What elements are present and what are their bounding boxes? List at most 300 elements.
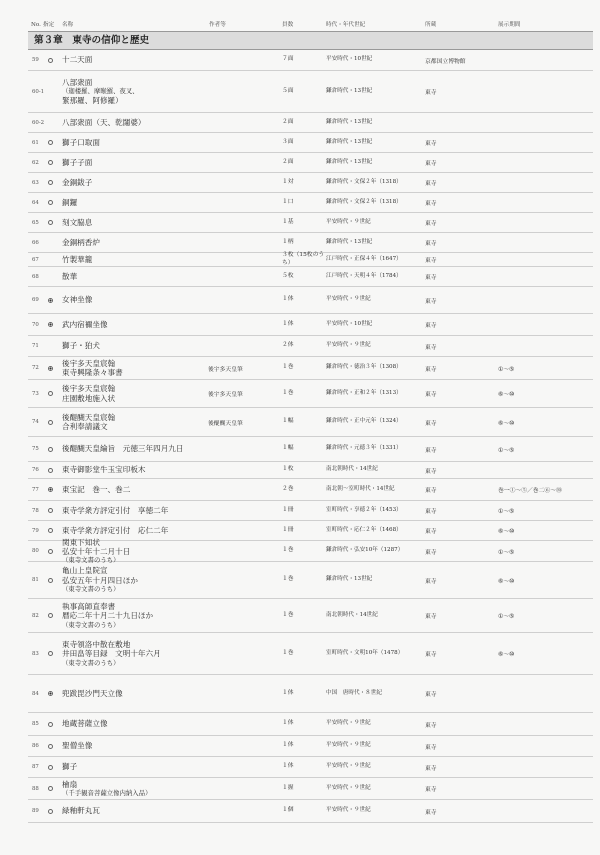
item-period: 南北朝時代・14世紀: [326, 611, 378, 618]
national-treasure-mark-icon: [48, 366, 53, 371]
item-author: [208, 50, 278, 70]
item-owner: 東寺: [425, 221, 437, 227]
item-quantity: ３枚（15枚のうち）: [282, 252, 325, 266]
designation-cell: [46, 267, 54, 286]
table-row: [28, 713, 593, 736]
item-title-line: 庄園敷地施入状: [62, 393, 116, 403]
important-property-mark-icon: [48, 58, 53, 63]
item-number: 63: [32, 179, 39, 186]
important-property-mark-icon: [48, 613, 53, 618]
item-author: [208, 599, 278, 632]
item-title-line: 東寺領洛中散在敷地: [62, 639, 131, 649]
item-owner: 東寺: [425, 509, 437, 515]
table-row: [28, 173, 593, 193]
designation-cell: [46, 193, 54, 212]
item-title-line: 竹製華籠: [62, 254, 93, 264]
item-owner: 東寺: [425, 161, 437, 167]
item-number: 59: [32, 57, 39, 63]
item-title-line: 金銅柄香炉: [62, 237, 100, 247]
item-title: [62, 267, 232, 286]
table-row: [28, 233, 593, 253]
item-title-line: 東寺学衆方評定引付 享徳二年: [62, 505, 169, 515]
important-property-mark-icon: [48, 140, 53, 145]
item-quantity: １対: [282, 178, 294, 185]
item-quantity: １個: [282, 807, 294, 814]
item-period: 平安時代・10世紀: [326, 56, 373, 63]
table-row: [28, 193, 593, 213]
table-row: [28, 800, 593, 823]
item-title-line: 弘安十年十二月十日: [62, 546, 131, 556]
important-property-mark-icon: [48, 528, 53, 533]
item-author: [208, 675, 278, 712]
item-exhibit-period: [498, 800, 593, 822]
item-exhibit-period: [498, 173, 593, 192]
header-title: 名称: [62, 22, 74, 28]
table-row: [28, 736, 593, 757]
item-title-line: 散華: [62, 271, 78, 281]
item-exhibit-period: [498, 133, 593, 152]
item-period: 鎌倉時代・正中元年（1324）: [326, 418, 402, 425]
item-quantity: １巻: [282, 576, 294, 583]
item-title: [62, 133, 232, 152]
item-number: 89: [32, 808, 39, 814]
item-author: [208, 757, 278, 777]
item-number: 68: [32, 273, 39, 280]
important-property-mark-icon: [48, 744, 53, 749]
item-number: 73: [32, 390, 39, 397]
designation-cell: [46, 462, 54, 478]
item-quantity: １体: [282, 296, 294, 303]
item-title-line: 金銅鈸子: [62, 177, 93, 187]
item-exhibit-period: [498, 757, 593, 777]
item-title: [62, 153, 232, 172]
important-property-mark-icon: [48, 200, 53, 205]
designation-cell: [46, 213, 54, 232]
item-title-line: 執事高師直奉書: [62, 601, 116, 611]
item-period: 平安時代・９世紀: [326, 807, 371, 814]
item-period: 江戸時代・天明４年（1784）: [326, 272, 402, 279]
item-title: [62, 193, 232, 212]
national-treasure-mark-icon: [48, 298, 53, 303]
item-number: 75: [32, 446, 39, 452]
item-number: 85: [32, 721, 39, 727]
item-title-line: 後宇多天皇宸翰: [62, 384, 116, 394]
item-period: 鎌倉時代・文保２年（1318）: [326, 198, 402, 205]
important-property-mark-icon: [48, 809, 53, 814]
item-title: [62, 408, 232, 436]
item-quantity: １幅: [282, 418, 294, 425]
item-title-line: 地蔵菩薩立像: [62, 719, 108, 729]
item-owner: 東寺: [425, 529, 437, 535]
table-row: [28, 599, 593, 633]
header-exhibit: 展示期間: [498, 22, 521, 28]
item-title-line: 後宇多天皇宸翰: [62, 358, 116, 368]
table-row: [28, 113, 593, 133]
item-quantity: １基: [282, 218, 294, 225]
item-owner: [425, 113, 495, 132]
item-title: [62, 213, 232, 232]
item-period: 鎌倉時代・文保２年（1318）: [326, 178, 402, 185]
item-exhibit-period: ①～⑤: [498, 447, 515, 454]
item-quantity: １口: [282, 198, 294, 205]
item-number: 80: [32, 548, 39, 554]
designation-cell: [46, 380, 54, 407]
item-exhibit-period: ①～⑤: [498, 366, 515, 373]
important-property-mark-icon: [48, 420, 53, 425]
item-exhibit-period: [498, 267, 593, 286]
item-author: [208, 633, 278, 674]
item-period: 鎌倉時代・元徳３年（1331）: [326, 445, 402, 452]
table-row: [28, 380, 593, 408]
important-property-mark-icon: [48, 220, 53, 225]
item-title-line: （東寺文書のうち）: [62, 585, 120, 594]
item-exhibit-period: [498, 462, 593, 478]
designation-cell: [46, 501, 54, 520]
item-title-line: 刻文脇息: [62, 217, 93, 227]
item-quantity: ７面: [282, 56, 294, 63]
item-period: 室町時代・応仁２年（1468）: [326, 526, 402, 533]
item-period: 平安時代・９世紀: [326, 784, 371, 791]
item-quantity: １巻: [282, 649, 294, 656]
table-row: [28, 314, 593, 336]
item-title-line: 関東下知状: [62, 537, 100, 547]
item-quantity: １柄: [282, 238, 294, 245]
item-title-line: 合利奉請議文: [62, 422, 108, 431]
designation-cell: [46, 71, 54, 112]
designation-cell: [46, 357, 54, 379]
item-exhibit-period: [498, 153, 593, 172]
item-exhibit-period: ⑥～⑩: [498, 652, 515, 658]
item-author: [208, 479, 278, 500]
designation-cell: [46, 153, 54, 172]
item-period: 南北朝時代・14世紀: [326, 466, 378, 473]
item-author: [208, 521, 278, 540]
designation-cell: [46, 633, 54, 674]
item-title: [62, 50, 232, 70]
item-period: 平安時代・９世紀: [326, 763, 371, 770]
item-owner: 東寺: [425, 692, 437, 698]
item-exhibit-period: [498, 233, 593, 252]
item-owner: 東寺: [425, 765, 437, 772]
important-property-mark-icon: [48, 722, 53, 727]
header-no: No.: [31, 22, 41, 28]
table-row: [28, 675, 593, 713]
item-quantity: ５枚: [282, 272, 294, 279]
item-title-line: 東寺興隆条々事書: [62, 368, 123, 377]
item-exhibit-period: [498, 336, 593, 356]
item-quantity: ３面: [282, 138, 294, 145]
item-owner: 東寺: [425, 549, 437, 556]
item-author: [208, 778, 278, 799]
item-author: [208, 800, 278, 822]
table-row: [28, 633, 593, 675]
designation-cell: [46, 675, 54, 712]
item-number: 83: [32, 650, 39, 657]
item-author: [208, 541, 278, 561]
designation-cell: [46, 800, 54, 822]
item-title-line: 女神坐像: [62, 295, 93, 305]
item-quantity: ２面: [282, 118, 294, 125]
item-author: [208, 501, 278, 520]
item-title: [62, 562, 232, 598]
designation-cell: [46, 479, 54, 500]
item-title: [62, 233, 232, 252]
item-owner: 東寺: [425, 420, 437, 427]
item-author: [208, 71, 278, 112]
table-row: [28, 267, 593, 287]
item-title-line: 武内宿禰坐像: [62, 319, 108, 329]
table-row: [28, 357, 593, 380]
chapter-title: 第３章 東寺の信仰と歴史: [34, 35, 150, 46]
item-period: 平安時代・10世紀: [326, 320, 373, 327]
designation-cell: [46, 133, 54, 152]
item-number: 77: [32, 486, 39, 493]
item-number: 88: [32, 785, 39, 792]
header-quantity: 員数: [282, 22, 294, 28]
designation-cell: [46, 437, 54, 461]
item-title: [62, 675, 232, 712]
item-title: [62, 479, 232, 500]
item-quantity: １体: [282, 689, 294, 696]
item-number: 70: [32, 321, 39, 328]
item-title: [62, 314, 232, 335]
item-exhibit-period: ①～⑤: [498, 509, 515, 515]
national-treasure-mark-icon: [48, 487, 53, 492]
item-number: 61: [32, 139, 39, 146]
item-owner: 東寺: [425, 614, 437, 620]
important-property-mark-icon: [48, 578, 53, 583]
table-row: [28, 253, 593, 267]
item-exhibit-period: ⑥～⑩: [498, 392, 515, 398]
item-owner: 東寺: [425, 323, 437, 329]
item-owner: 東寺: [425, 366, 437, 373]
item-period: 鎌倉時代・13世紀: [326, 158, 373, 165]
item-author: [208, 213, 278, 232]
important-property-mark-icon: [48, 468, 53, 473]
item-number: 72: [32, 365, 39, 371]
designation-cell: [46, 173, 54, 192]
item-quantity: ５面: [282, 87, 294, 94]
item-author: [208, 153, 278, 172]
item-period: 南北朝～室町時代・14世紀: [326, 485, 395, 492]
designation-cell: [46, 713, 54, 735]
item-author: [208, 314, 278, 335]
table-row: [28, 437, 593, 462]
item-number: 79: [32, 527, 39, 534]
designation-cell: [46, 408, 54, 436]
item-title-line: 獅子・狛犬: [62, 341, 100, 351]
item-number: 60-2: [32, 119, 45, 126]
table-row: [28, 133, 593, 153]
table-row: [28, 50, 593, 71]
table-row: [28, 408, 593, 437]
item-period: 鎌倉時代・13世紀: [326, 238, 373, 245]
item-number: 64: [32, 199, 39, 206]
item-exhibit-period: [498, 736, 593, 756]
designation-cell: [46, 314, 54, 335]
important-property-mark-icon: [48, 765, 53, 770]
item-author: [208, 287, 278, 313]
item-number: 67: [32, 256, 39, 263]
item-period: 平安時代・９世紀: [326, 742, 371, 749]
item-title-line: 東寺御影堂牛玉宝印板木: [62, 465, 146, 475]
item-quantity: １体: [282, 720, 294, 727]
item-number: 82: [32, 612, 39, 619]
designation-cell: [46, 336, 54, 356]
item-owner: 東寺: [425, 447, 437, 454]
item-title: [62, 173, 232, 192]
item-quantity: １巻: [282, 364, 294, 371]
item-title-line: 東宝記 巻一、巻二: [62, 484, 131, 494]
designation-cell: [46, 562, 54, 598]
item-title-line: 井田畠等目録 文明十年六月: [62, 649, 161, 659]
item-author: [208, 736, 278, 756]
item-exhibit-period: [498, 314, 593, 335]
item-owner: 東寺: [425, 258, 437, 264]
item-exhibit-period: ①～⑤: [498, 549, 515, 556]
item-exhibit-period: [498, 71, 593, 112]
item-quantity: １体: [282, 763, 294, 770]
item-owner: 東寺: [425, 392, 437, 398]
item-owner: 東寺: [425, 241, 437, 247]
item-quantity: １体: [282, 742, 294, 749]
item-title-line: 檜扇: [62, 779, 78, 789]
item-title: [62, 71, 232, 112]
item-period: 鎌倉時代・13世紀: [326, 576, 373, 583]
item-exhibit-period: [498, 253, 593, 266]
item-number: 86: [32, 743, 39, 749]
item-period: 江戸時代・正保４年（1647）: [326, 255, 402, 262]
item-author: [208, 713, 278, 735]
item-exhibit-period: [498, 287, 593, 313]
item-owner: 東寺: [425, 652, 437, 658]
designation-cell: [46, 113, 54, 132]
item-title-line: （東寺文書のうち）: [62, 620, 120, 629]
important-property-mark-icon: [48, 549, 53, 554]
designation-cell: [46, 778, 54, 799]
item-exhibit-period: 巻一①～⑤／巻二⑥～⑩: [498, 488, 562, 494]
item-number: 87: [32, 764, 39, 770]
item-owner: 東寺: [425, 578, 437, 585]
item-title: [62, 537, 232, 565]
item-number: 62: [32, 159, 39, 166]
item-author: [208, 253, 278, 266]
table-row: [28, 153, 593, 173]
item-exhibit-period: [498, 778, 593, 799]
item-owner: 東寺: [425, 722, 437, 729]
item-title: [62, 253, 232, 266]
item-period: 室町時代・享徳２年（1453）: [326, 506, 402, 513]
important-property-mark-icon: [48, 786, 53, 791]
important-property-mark-icon: [48, 391, 53, 396]
item-quantity: １巻: [282, 389, 294, 396]
item-period: 中国 唐時代・８世紀: [326, 689, 382, 696]
item-author: [208, 336, 278, 356]
item-title-line: （東寺文書のうち）: [62, 556, 120, 565]
important-property-mark-icon: [48, 160, 53, 165]
item-number: 84: [32, 690, 39, 697]
item-title-line: 緊那羅、阿修羅）: [62, 95, 123, 105]
item-author: [208, 267, 278, 286]
item-title-line: 亀山上皇院宣: [62, 566, 108, 576]
header-owner: 所蔵: [425, 22, 437, 28]
designation-cell: [46, 599, 54, 632]
item-title-line: 十二天面: [62, 55, 93, 65]
header-designation: 指定: [43, 22, 55, 28]
item-period: 平安時代・９世紀: [326, 218, 371, 225]
designation-cell: [46, 253, 54, 266]
designation-cell: [46, 287, 54, 313]
item-quantity: １握: [282, 784, 294, 791]
designation-cell: [46, 521, 54, 540]
item-number: 66: [32, 239, 39, 246]
item-period: 鎌倉時代・13世紀: [326, 118, 373, 125]
item-title-line: 東寺学衆方評定引付 応仁二年: [62, 525, 169, 535]
table-row: [28, 521, 593, 541]
item-quantity: １幅: [282, 445, 294, 452]
item-period: 鎌倉時代・弘安10年（1287）: [326, 547, 404, 554]
item-period: 平安時代・９世紀: [326, 296, 371, 303]
item-quantity: １冊: [282, 506, 294, 513]
item-title-line: 緑釉軒丸瓦: [62, 806, 100, 816]
item-title: [62, 599, 232, 632]
item-number: 76: [32, 467, 39, 473]
item-owner: 東寺: [425, 468, 437, 475]
item-title: [62, 437, 232, 461]
chapter-heading: [28, 31, 593, 50]
item-number: 69: [32, 297, 39, 303]
designation-cell: [46, 736, 54, 756]
item-title-line: （東寺文書のうち）: [62, 658, 120, 667]
item-period: 鎌倉時代・徳治３年（1308）: [326, 364, 402, 371]
item-number: 78: [32, 507, 39, 514]
item-quantity: １体: [282, 320, 294, 327]
item-owner: 東寺: [425, 201, 437, 207]
item-author: [208, 113, 278, 132]
item-title: [62, 113, 232, 132]
item-title-line: 獅子: [62, 762, 78, 772]
important-property-mark-icon: [48, 508, 53, 513]
item-exhibit-period: ⑥～⑩: [498, 578, 515, 585]
item-author: [208, 193, 278, 212]
item-title-line: 獅子子面: [62, 157, 93, 167]
item-author: 後宇多天皇筆: [208, 392, 243, 398]
item-exhibit-period: ⑥～⑩: [498, 420, 515, 427]
item-owner: 東寺: [425, 181, 437, 187]
item-author: [208, 562, 278, 598]
item-period: 鎌倉時代・13世紀: [326, 87, 373, 94]
item-title-line: 獅子口取面: [62, 137, 100, 147]
item-exhibit-period: [498, 50, 593, 70]
item-author: 後醍醐天皇筆: [208, 420, 243, 427]
table-row: [28, 213, 593, 233]
important-property-mark-icon: [48, 180, 53, 185]
item-title-line: 八部衆面: [62, 77, 93, 87]
item-author: [208, 173, 278, 192]
item-title: [62, 462, 232, 478]
item-author: [208, 437, 278, 461]
item-exhibit-period: [498, 213, 593, 232]
table-row: [28, 757, 593, 778]
item-owner: 東寺: [425, 90, 437, 96]
header-author: 作者等: [209, 22, 226, 28]
table-row: [28, 537, 593, 565]
table-row: [28, 462, 593, 479]
item-period: 鎌倉時代・13世紀: [326, 138, 373, 145]
important-property-mark-icon: [48, 447, 53, 452]
item-title-line: 八部衆面（天、乾闥婆）: [62, 117, 146, 127]
item-period: 室町時代・文明10年（1478）: [326, 649, 404, 656]
